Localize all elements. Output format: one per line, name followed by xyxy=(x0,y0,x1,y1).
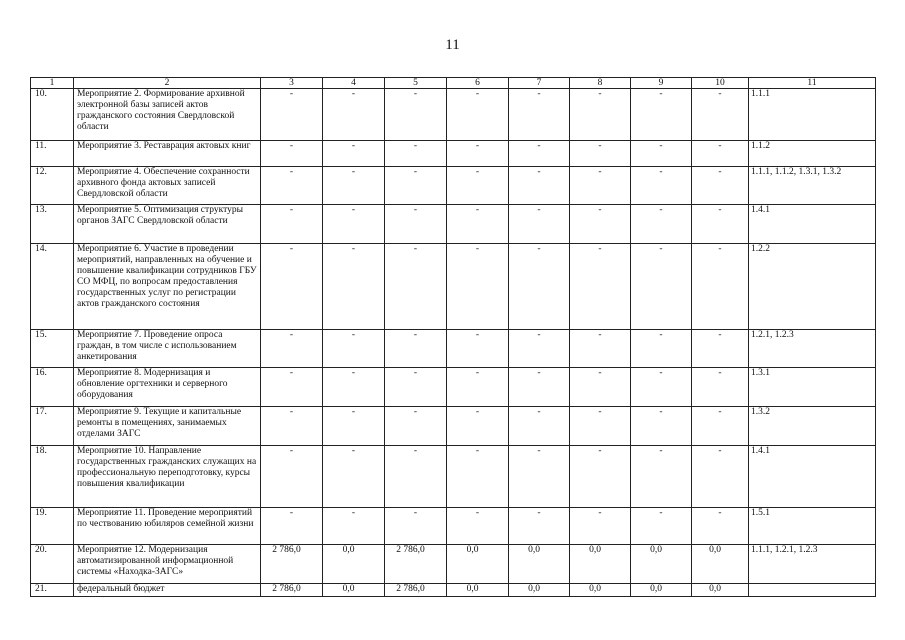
target-indicators: 1.4.1 xyxy=(749,446,876,508)
page-number: 11 xyxy=(445,37,460,53)
funding-value: - xyxy=(692,330,749,368)
funding-value: - xyxy=(385,89,447,141)
row-number: 15. xyxy=(31,330,74,368)
funding-value: - xyxy=(631,508,692,545)
row-number: 17. xyxy=(31,407,74,446)
table-row xyxy=(31,446,876,508)
column-header: 9 xyxy=(631,78,692,89)
funding-value: - xyxy=(631,407,692,446)
funding-value: - xyxy=(631,167,692,205)
funding-value: - xyxy=(570,141,631,167)
table-row xyxy=(31,244,876,330)
activity-name: Мероприятие 9. Текущие и капитальные ремонты в помещениях, занимаемых отделами ЗАГС xyxy=(74,407,261,446)
funding-value: - xyxy=(631,368,692,407)
column-header: 11 xyxy=(749,78,876,89)
funding-value: - xyxy=(570,508,631,545)
funding-value: - xyxy=(447,446,509,508)
funding-value: - xyxy=(631,446,692,508)
funding-value: 0,0 xyxy=(631,584,692,597)
funding-value: - xyxy=(509,368,570,407)
funding-value: - xyxy=(447,205,509,244)
activity-name: Мероприятие 3. Реставрация актовых книг xyxy=(74,141,261,167)
funding-value: - xyxy=(261,368,323,407)
funding-value: - xyxy=(570,244,631,330)
activity-name: Мероприятие 12. Модернизация автоматизированной информационной системы «Находка-ЗАГС» xyxy=(74,545,261,584)
funding-value: - xyxy=(692,89,749,141)
funding-value: 0,0 xyxy=(509,545,570,584)
funding-value: - xyxy=(447,330,509,368)
column-header: 2 xyxy=(74,78,261,89)
funding-value: - xyxy=(692,167,749,205)
funding-value: - xyxy=(509,205,570,244)
funding-value: - xyxy=(385,407,447,446)
funding-value: - xyxy=(261,141,323,167)
funding-value: - xyxy=(447,368,509,407)
funding-value: - xyxy=(570,446,631,508)
funding-value: - xyxy=(692,368,749,407)
row-number: 13. xyxy=(31,205,74,244)
funding-value: - xyxy=(447,141,509,167)
funding-value: - xyxy=(323,89,385,141)
funding-value: - xyxy=(261,407,323,446)
column-header: 7 xyxy=(509,78,570,89)
column-header: 10 xyxy=(692,78,749,89)
funding-value: 2 786,0 xyxy=(385,584,447,597)
funding-value: - xyxy=(631,244,692,330)
activity-name: Мероприятие 4. Обеспечение сохранности архивного фонда актовых записей Свердловской области xyxy=(74,167,261,205)
activity-name: Мероприятие 10. Направление государственных гражданских служащих на профессиональную переподготовку, курсы повышения квалификации xyxy=(74,446,261,508)
row-number: 11. xyxy=(31,141,74,167)
activity-name: Мероприятие 11. Проведение мероприятий по чествованию юбиляров семейной жизни xyxy=(74,508,261,545)
target-indicators xyxy=(749,584,876,597)
table-row xyxy=(31,407,876,446)
funding-value: - xyxy=(692,446,749,508)
program-activities-table xyxy=(30,77,876,597)
funding-value: - xyxy=(570,368,631,407)
column-header: 6 xyxy=(447,78,509,89)
funding-value: - xyxy=(261,446,323,508)
row-number: 19. xyxy=(31,508,74,545)
table-row xyxy=(31,330,876,368)
funding-value: - xyxy=(323,368,385,407)
funding-value: 0,0 xyxy=(692,545,749,584)
column-header: 8 xyxy=(570,78,631,89)
target-indicators: 1.1.1 xyxy=(749,89,876,141)
funding-value: - xyxy=(447,167,509,205)
target-indicators: 1.1.1, 1.2.1, 1.2.3 xyxy=(749,545,876,584)
funding-value: 2 786,0 xyxy=(261,545,323,584)
funding-value: - xyxy=(570,407,631,446)
funding-value: - xyxy=(323,141,385,167)
funding-value: - xyxy=(692,205,749,244)
table-row xyxy=(31,584,876,597)
funding-value: - xyxy=(631,205,692,244)
funding-value: - xyxy=(385,205,447,244)
funding-value: - xyxy=(570,330,631,368)
activity-name: федеральный бюджет xyxy=(74,584,261,597)
funding-value: - xyxy=(447,508,509,545)
funding-value: - xyxy=(385,330,447,368)
funding-value: - xyxy=(385,244,447,330)
funding-value: 0,0 xyxy=(631,545,692,584)
funding-value: - xyxy=(509,330,570,368)
funding-value: - xyxy=(631,89,692,141)
funding-value: - xyxy=(385,167,447,205)
activity-name: Мероприятие 8. Модернизация и обновление оргтехники и серверного оборудования xyxy=(74,368,261,407)
funding-value: - xyxy=(570,205,631,244)
funding-value: - xyxy=(509,141,570,167)
funding-value: - xyxy=(323,205,385,244)
funding-value: - xyxy=(323,244,385,330)
funding-value: 2 786,0 xyxy=(261,584,323,597)
row-number: 12. xyxy=(31,167,74,205)
target-indicators: 1.3.2 xyxy=(749,407,876,446)
target-indicators: 1.3.1 xyxy=(749,368,876,407)
table-row xyxy=(31,89,876,141)
funding-value: - xyxy=(570,167,631,205)
funding-value: - xyxy=(447,407,509,446)
table-row xyxy=(31,141,876,167)
funding-value: - xyxy=(509,89,570,141)
funding-value: 0,0 xyxy=(570,584,631,597)
activity-name: Мероприятие 7. Проведение опроса граждан, в том числе с использованием анкетирования xyxy=(74,330,261,368)
row-number: 10. xyxy=(31,89,74,141)
funding-value: - xyxy=(692,244,749,330)
target-indicators: 1.2.1, 1.2.3 xyxy=(749,330,876,368)
table-row xyxy=(31,205,876,244)
funding-value: - xyxy=(323,167,385,205)
funding-value: - xyxy=(261,508,323,545)
funding-value: - xyxy=(509,244,570,330)
funding-value: - xyxy=(692,141,749,167)
column-header: 3 xyxy=(261,78,323,89)
header-row xyxy=(31,78,876,89)
funding-value: - xyxy=(692,407,749,446)
funding-value: - xyxy=(261,330,323,368)
funding-value: - xyxy=(261,244,323,330)
funding-value: - xyxy=(261,167,323,205)
funding-value: - xyxy=(631,141,692,167)
activity-name: Мероприятие 5. Оптимизация структуры органов ЗАГС Свердловской области xyxy=(74,205,261,244)
target-indicators: 1.4.1 xyxy=(749,205,876,244)
column-header: 5 xyxy=(385,78,447,89)
funding-value: 0,0 xyxy=(447,545,509,584)
row-number: 14. xyxy=(31,244,74,330)
funding-value: - xyxy=(323,446,385,508)
table-row xyxy=(31,167,876,205)
funding-value: - xyxy=(385,446,447,508)
target-indicators: 1.2.2 xyxy=(749,244,876,330)
funding-value: - xyxy=(261,89,323,141)
funding-value: - xyxy=(323,407,385,446)
target-indicators: 1.1.2 xyxy=(749,141,876,167)
funding-value: 0,0 xyxy=(323,584,385,597)
activity-name: Мероприятие 6. Участие в проведении мероприятий, направленных на обучение и повышение квалификации сотрудников ГБУ СО МФЦ, по вопросам предоставления государственных услуг по регистрации актов гражданского состояния xyxy=(74,244,261,330)
funding-value: 0,0 xyxy=(447,584,509,597)
funding-value: - xyxy=(323,330,385,368)
funding-value: 0,0 xyxy=(323,545,385,584)
column-header: 1 xyxy=(31,78,74,89)
funding-value: - xyxy=(509,167,570,205)
table-row xyxy=(31,368,876,407)
row-number: 16. xyxy=(31,368,74,407)
row-number: 18. xyxy=(31,446,74,508)
row-number: 21. xyxy=(31,584,74,597)
funding-value: 2 786,0 xyxy=(385,545,447,584)
funding-value: - xyxy=(692,508,749,545)
funding-value: - xyxy=(570,89,631,141)
column-header: 4 xyxy=(323,78,385,89)
funding-value: - xyxy=(509,508,570,545)
funding-value: - xyxy=(447,89,509,141)
target-indicators: 1.5.1 xyxy=(749,508,876,545)
funding-value: - xyxy=(385,508,447,545)
row-number: 20. xyxy=(31,545,74,584)
funding-value: - xyxy=(385,141,447,167)
funding-value: - xyxy=(509,446,570,508)
funding-value: - xyxy=(385,368,447,407)
funding-value: - xyxy=(323,508,385,545)
funding-value: - xyxy=(447,244,509,330)
target-indicators: 1.1.1, 1.1.2, 1.3.1, 1.3.2 xyxy=(749,167,876,205)
table-row xyxy=(31,545,876,584)
funding-value: 0,0 xyxy=(692,584,749,597)
funding-value: - xyxy=(261,205,323,244)
funding-value: - xyxy=(509,407,570,446)
activity-name: Мероприятие 2. Формирование архивной электронной базы записей актов гражданского состояния Свердловской области xyxy=(74,89,261,141)
funding-value: - xyxy=(631,330,692,368)
funding-value: 0,0 xyxy=(570,545,631,584)
table-row xyxy=(31,508,876,545)
funding-value: 0,0 xyxy=(509,584,570,597)
